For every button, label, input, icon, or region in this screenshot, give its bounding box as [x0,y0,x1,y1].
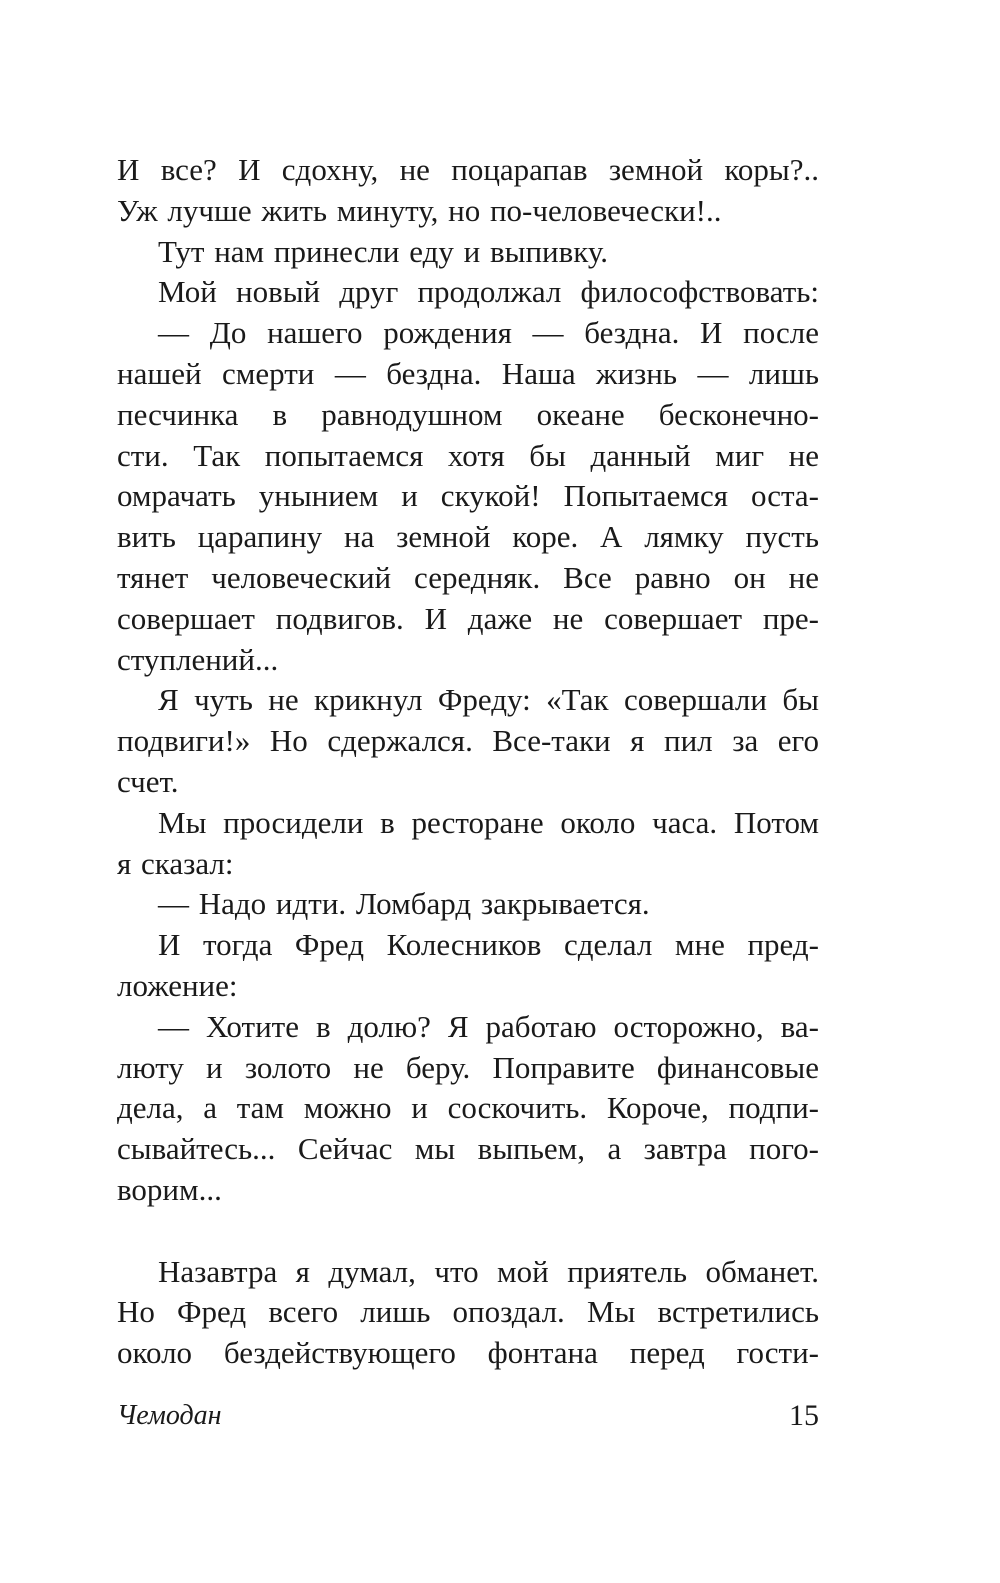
text-line: ложение: [117,967,238,1003]
text-line: Мой новый друг продолжал философствовать: [158,274,819,310]
text-line: вить царапину на земной коре. А лямку пусть [117,519,819,555]
text-line: Я чуть не крикнул Фреду: «Так совершали бы [158,682,819,718]
text-line: Уж лучше жить минуту, но по-человечески!.. [117,192,722,228]
text-line: Мы просидели в ресторане около часа. Потом [158,804,819,840]
text-line: Но Фред всего лишь опоздал. Мы встретились [117,1294,819,1330]
text-line: счет. [117,763,179,799]
text-line: ворим... [117,1171,222,1207]
page-number: 15 [789,1399,819,1432]
text-line: И тогда Фред Колесников сделал мне пред- [158,927,819,963]
text-line: тянет человеческий середняк. Все равно он не [117,559,819,595]
running-footer-title: Чемодан [117,1400,222,1431]
text-line: Тут нам принесли еду и выпивку. [158,233,609,269]
text-line: — Надо идти. Ломбард закрывается. [158,886,650,922]
text-line: омрачать унынием и скукой! Попытаемся оста- [117,478,819,514]
section-break [117,1211,819,1252]
text-line: ступлений... [117,641,279,677]
text-line: нашей смерти — бездна. Наша жизнь — лишь [117,355,819,391]
text-line: И все? И сдохну, не поцарапав земной коры?.. [117,152,819,187]
text-line: сывайтесь... Сейчас мы выпьем, а завтра пого- [117,1131,819,1167]
text-line: около бездействующего фонтана перед гости- [117,1335,819,1371]
text-line: — Хотите в долю? Я работаю осторожно, ва- [158,1008,819,1044]
text-line: Назавтра я думал, что мой приятель обманет. [158,1253,819,1289]
text-line: дела, а там можно и соскочить. Короче, подпи- [117,1090,819,1126]
text-line: люту и золото не беру. Поправите финансовые [117,1049,819,1085]
body-text [117,150,819,1374]
text-line: сти. Так попытаемся хотя бы данный миг не [117,437,819,473]
text-line: песчинка в равнодушном океане бесконечно- [117,396,819,432]
text-line: — До нашего рождения — бездна. И после [158,315,819,351]
text-line: совершает подвигов. И даже не совершает пре- [117,600,819,636]
text-line: подвиги!» Но сдержался. Все-таки я пил за его [117,723,819,759]
text-line: я сказал: [117,845,234,881]
